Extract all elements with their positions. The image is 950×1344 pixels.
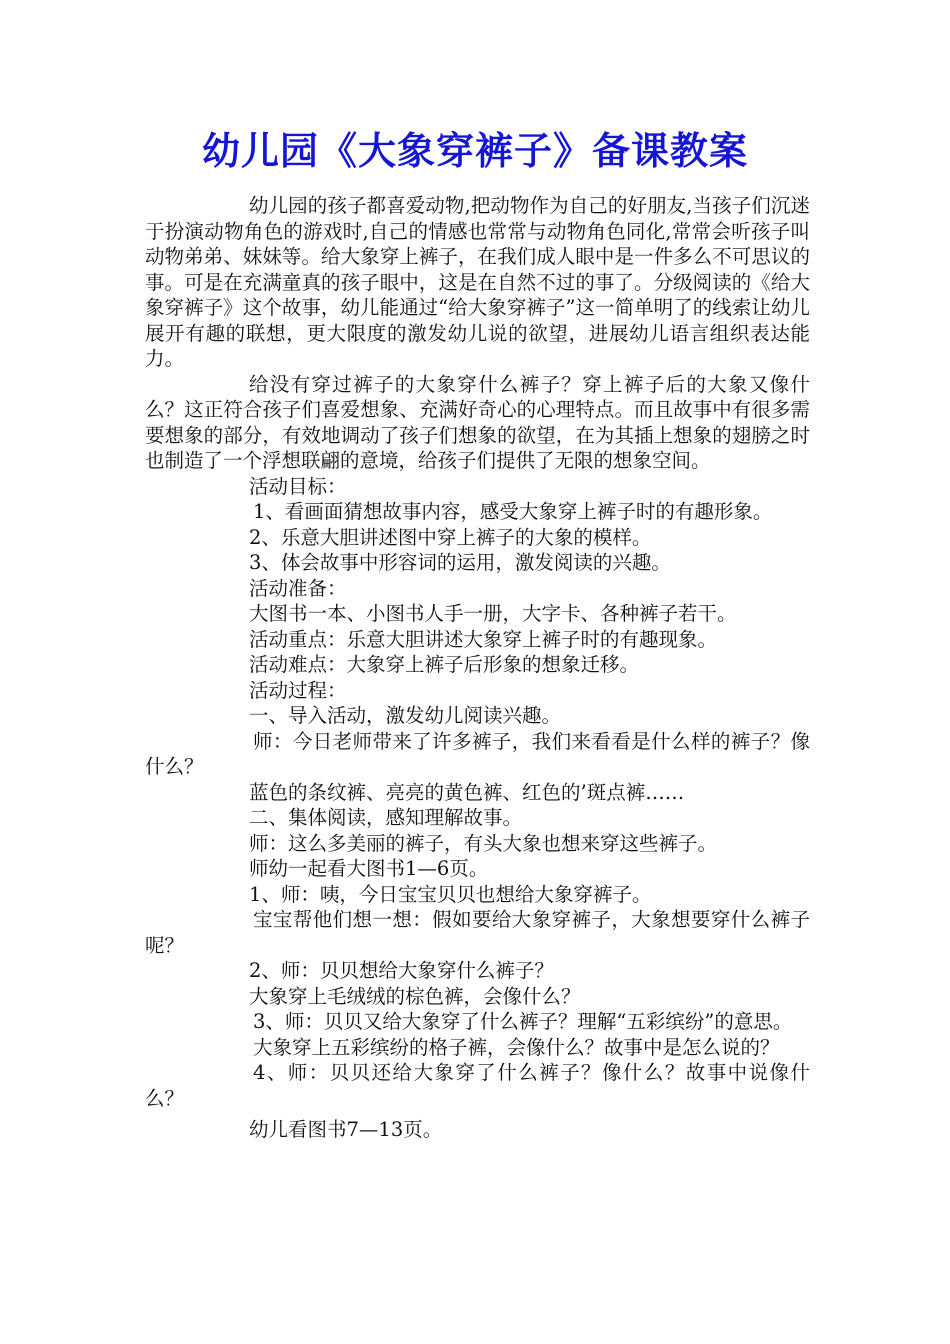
goal-item-2: 2、乐意大胆讲述图中穿上裤子的大象的模样。	[249, 525, 652, 549]
process-step-2: 二、集体阅读，感知理解故事。	[249, 806, 523, 829]
document-body	[145, 193, 810, 1143]
process-text: 师：今日老师带来了许多裤子，我们来看看是什么样的裤子？像什么？	[145, 729, 810, 778]
goal-item-3: 3、体会故事中形容词的运用，激发阅读的兴趣。	[249, 551, 671, 574]
process-text: 大象穿上五彩缤纷的格子裤，会像什么？故事中是怎么说的？	[253, 1035, 780, 1059]
section-heading-preparation: 活动准备：	[249, 576, 347, 600]
key-point-text: 活动重点：乐意大胆讲述大象穿上裤子时的有趣现象。	[249, 627, 718, 651]
section-heading-process: 活动过程：	[249, 678, 347, 702]
process-text: 4、师：贝贝还给大象穿了什么裤子？像什么？故事中说像什么？	[145, 1061, 810, 1110]
intro-paragraph-2: 给没有穿过裤子的大象穿什么裤子？穿上裤子后的大象又像什么？这正符合孩子们喜爱想象、充满好奇心的心理特点。而且故事中有很多需要想象的部分，有效地调动了孩子们想象的欲望，在为其插上想象的翅膀之时也制造了一个浮想联翩的意境，给孩子们提供了无限的想象空间。	[145, 372, 810, 472]
process-text: 3、师：贝贝又给大象穿了什么裤子？理解“五彩缤纷”的意思。	[253, 1010, 793, 1033]
process-step-1: 一、导入活动，激发幼儿阅读兴趣。	[249, 704, 562, 727]
process-text: 师幼一起看大图书1—6页。	[249, 857, 489, 880]
preparation-text: 大图书一本、小图书人手一册，大字卡、各种裤子若干。	[249, 602, 737, 625]
intro-paragraph-1: 幼儿园的孩子都喜爱动物,把动物作为自己的好朋友,当孩子们沉迷于扮演动物角色的游戏时,自己的情感也常常与动物角色同化,常常会听孩子叫动物弟弟、妹妹等。给大象穿上裤子，在我们成人眼中是一件多么不可思议的事。可是在充满童真的孩子眼中，这是在自然不过的事了。分级阅读的《给大象穿裤子》这个故事，幼儿能通过“给大象穿裤子”这一简单明了的线索让幼儿展开有趣的联想，更大限度的激发幼儿说的欲望，进展幼儿语言组织表达能力。	[145, 194, 810, 370]
document-title: 幼儿园《大象穿裤子》备课教案	[201, 128, 748, 173]
process-text: 师：这么多美丽的裤子，有头大象也想来穿这些裤子。	[249, 831, 718, 855]
process-text: 2、师：贝贝想给大象穿什么裤子？	[249, 959, 554, 982]
process-text: 幼儿看图书7—13页。	[249, 1118, 443, 1141]
process-text: 蓝色的条纹裤、亮亮的黄色裤、红色的’斑点裤……	[249, 780, 685, 804]
goal-item-1: 1、看画面猜想故事内容，感受大象穿上裤子时的有趣形象。	[253, 500, 773, 523]
process-text: 宝宝帮他们想一想：假如要给大象穿裤子，大象想要穿什么裤子呢？	[145, 908, 810, 957]
section-heading-goals: 活动目标：	[249, 474, 347, 498]
process-text: 1、师：咦，今日宝宝贝贝也想给大象穿裤子。	[249, 882, 652, 906]
difficulty-text: 活动难点：大象穿上裤子后形象的想象迁移。	[249, 653, 640, 676]
process-text: 大象穿上毛绒绒的棕色裤，会像什么？	[249, 984, 581, 1008]
